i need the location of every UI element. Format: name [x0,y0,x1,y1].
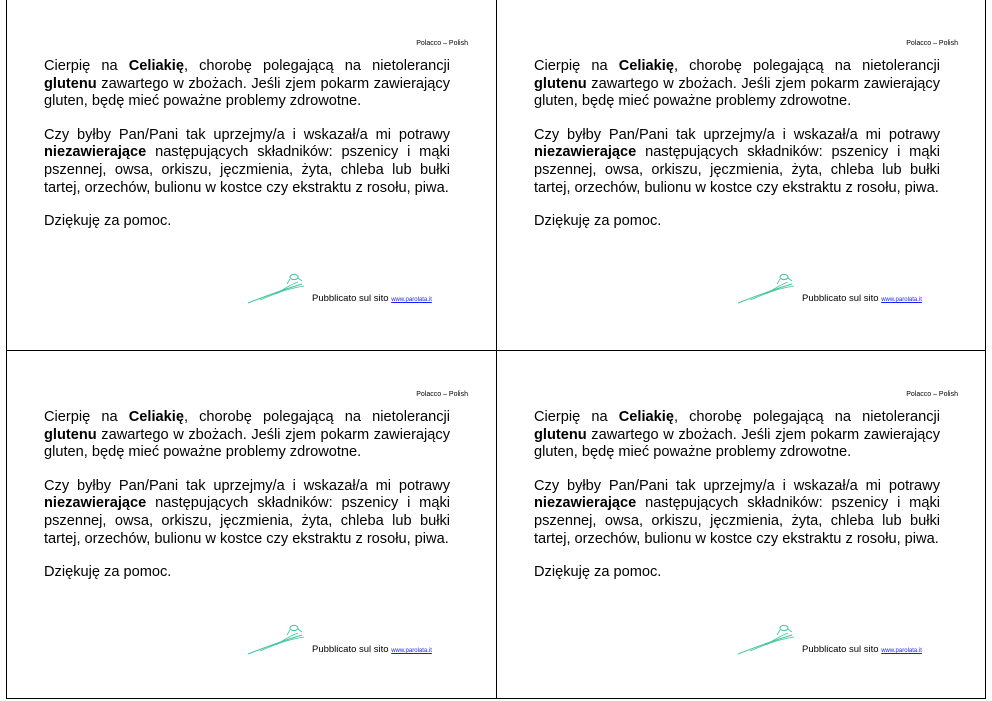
paragraph-thanks: Dziękuję za pomoc. [534,564,662,581]
paragraph-condition: Cierpię na Celiakię, chorobę polegającą na nietolerancji glutenu zawartego w zbożach. Jeśli zjem pokarm zawierający gluten, będę mieć poważne problemy zdrowotne. [44,58,451,110]
footer [736,272,956,312]
paragraph-thanks: Dziękuję za pomoc. [534,213,662,230]
card-bottom-left [6,351,496,701]
card-text [44,58,450,247]
card-top-right [496,0,986,350]
paragraph-request: Czy byłby Pan/Pani tak uprzejmy/a i wskazał/a mi potrawy niezawierające następujących składników: pszenicy i mąki pszennej, owsa, orkiszu, jęczmienia, żyta, chleba lub bułki tartej, orzechów, bulionu w kostce czy ekstraktu z rosołu, piwa. [534,126,940,196]
paragraph-thanks: Dziękuję za pomoc. [44,564,172,581]
published-note: Pubblicato sul sito www.parolata.it [802,644,922,655]
site-link[interactable]: www.parolata.it [881,297,922,303]
card-bottom-right [496,351,986,701]
paragraph-thanks: Dziękuję za pomoc. [44,213,172,230]
pen-scribble-icon [736,623,800,657]
language-tag: Polacco – Polish [906,40,958,47]
card-text [44,409,450,598]
published-note: Pubblicato sul sito www.parolata.it [802,293,922,304]
paragraph-condition: Cierpię na Celiakię, chorobę polegającą na nietolerancji glutenu zawartego w zbożach. Jeśli zjem pokarm zawierający gluten, będę mieć poważne problemy zdrowotne. [534,409,941,461]
footer [246,623,466,663]
language-tag: Polacco – Polish [906,391,958,398]
pen-scribble-icon [736,272,800,306]
site-link[interactable]: www.parolata.it [881,648,922,654]
language-tag: Polacco – Polish [416,391,468,398]
site-link[interactable]: www.parolata.it [391,297,432,303]
footer [246,272,466,312]
published-note: Pubblicato sul sito www.parolata.it [312,644,432,655]
paragraph-request: Czy byłby Pan/Pani tak uprzejmy/a i wskazał/a mi potrawy niezawierające następujących składników: pszenicy i mąki pszennej, owsa, orkiszu, jęczmienia, żyta, chleba lub bułki tartej, orzechów, bulionu w kostce czy ekstraktu z rosołu, piwa. [534,477,940,547]
paragraph-condition: Cierpię na Celiakię, chorobę polegającą na nietolerancji glutenu zawartego w zbożach. Jeśli zjem pokarm zawierający gluten, będę mieć poważne problemy zdrowotne. [44,409,451,461]
card-text [534,58,940,247]
language-tag: Polacco – Polish [416,40,468,47]
site-link[interactable]: www.parolata.it [391,648,432,654]
card-top-left [6,0,496,350]
paragraph-request: Czy byłby Pan/Pani tak uprzejmy/a i wskazał/a mi potrawy niezawierające następujących składników: pszenicy i mąki pszennej, owsa, orkiszu, jęczmienia, żyta, chleba lub bułki tartej, orzechów, bulionu w kostce czy ekstraktu z rosołu, piwa. [44,477,450,547]
paragraph-condition: Cierpię na Celiakię, chorobę polegającą na nietolerancji glutenu zawartego w zbożach. Jeśli zjem pokarm zawierający gluten, będę mieć poważne problemy zdrowotne. [534,58,941,110]
pen-scribble-icon [246,272,310,306]
footer [736,623,956,663]
paragraph-request: Czy byłby Pan/Pani tak uprzejmy/a i wskazał/a mi potrawy niezawierające następujących składników: pszenicy i mąki pszennej, owsa, orkiszu, jęczmienia, żyta, chleba lub bułki tartej, orzechów, bulionu w kostce czy ekstraktu z rosołu, piwa. [44,126,450,196]
published-note: Pubblicato sul sito www.parolata.it [312,293,432,304]
card-text [534,409,940,598]
pen-scribble-icon [246,623,310,657]
